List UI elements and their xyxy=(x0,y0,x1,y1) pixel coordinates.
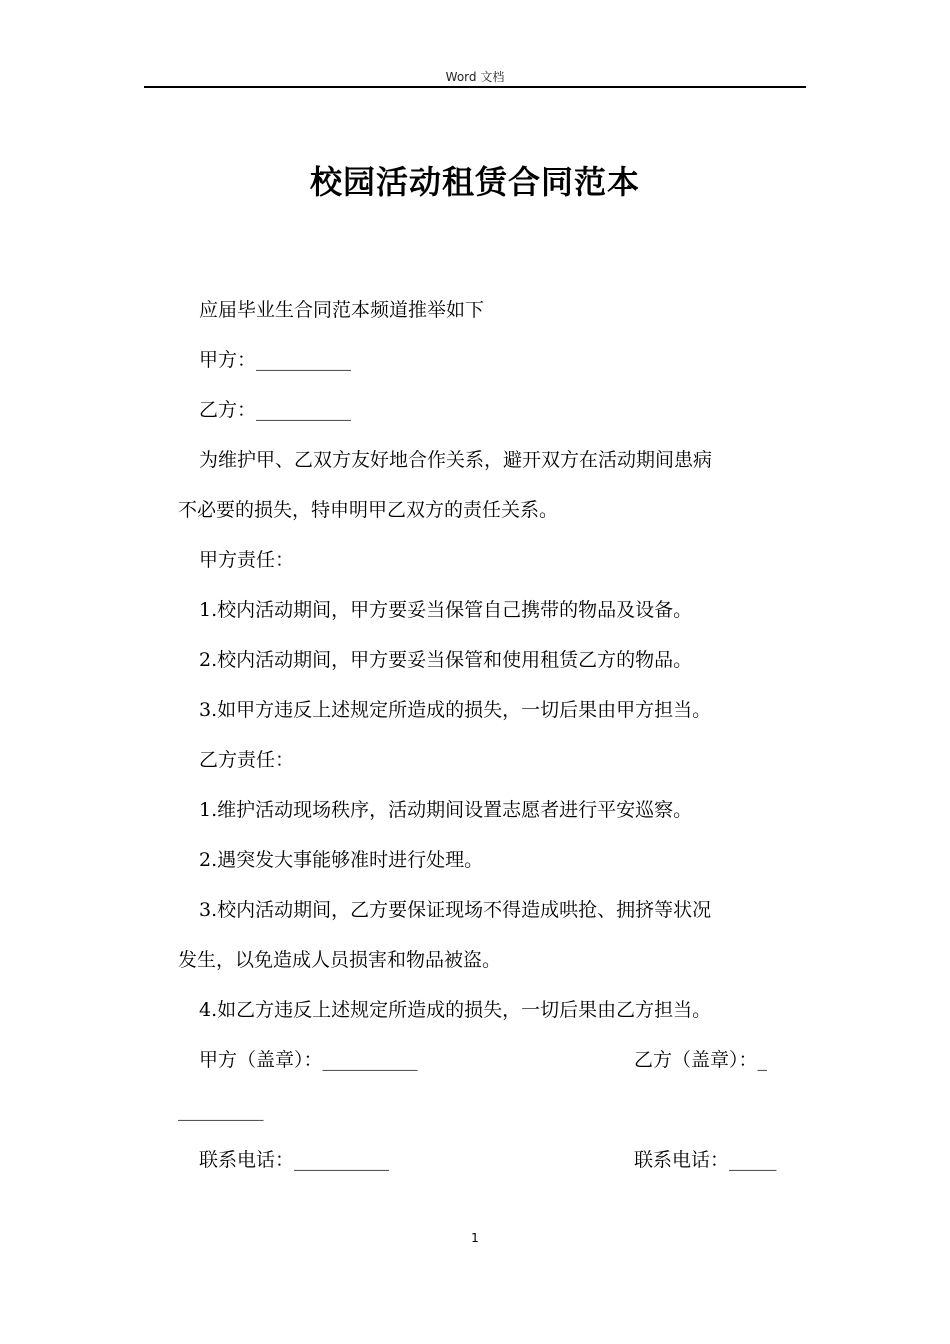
party-b-seal-continuation: _________ xyxy=(178,1099,264,1121)
party-a-line: 甲方：__________ xyxy=(199,349,352,371)
party-a-seal-line: 甲方（盖章）：__________ xyxy=(199,1049,418,1071)
party-b-item-3-line-1: 3.校内活动期间，乙方要保证现场不得造成哄抢、拥挤等状况 xyxy=(199,899,712,921)
party-b-responsibility-heading: 乙方责任： xyxy=(199,749,295,771)
document-title: 校园活动租赁合同范本 xyxy=(309,163,640,201)
intro-paragraph: 应届毕业生合同范本频道推举如下 xyxy=(199,299,485,321)
purpose-line-1: 为维护甲、乙双方友好地合作关系，避开双方在活动期间患病 xyxy=(199,449,713,471)
party-b-item-1: 1.维护活动现场秩序，活动期间设置志愿者进行平安巡察。 xyxy=(199,799,693,821)
page-number: 1 xyxy=(471,1231,479,1245)
party-b-line: 乙方：__________ xyxy=(199,399,352,421)
party-b-seal-line: 乙方（盖章）：_ xyxy=(634,1049,768,1071)
party-b-item-4: 4.如乙方违反上述规定所造成的损失，一切后果由乙方担当。 xyxy=(199,999,712,1021)
party-a-item-1: 1.校内活动期间，甲方要妥当保管自己携带的物品及设备。 xyxy=(199,599,693,621)
party-a-phone: 联系电话：__________ xyxy=(199,1149,390,1171)
party-a-responsibility-heading: 甲方责任： xyxy=(199,549,295,571)
page-header: Word 文档 xyxy=(445,70,505,84)
party-a-item-2: 2.校内活动期间，甲方要妥当保管和使用租赁乙方的物品。 xyxy=(199,649,693,671)
purpose-line-2: 不必要的损失，特申明甲乙双方的责任关系。 xyxy=(178,499,559,521)
header-divider xyxy=(144,86,806,88)
party-a-item-3: 3.如甲方违反上述规定所造成的损失，一切后果由甲方担当。 xyxy=(199,699,712,721)
party-b-item-3-line-2: 发生，以免造成人员损害和物品被盗。 xyxy=(178,949,502,971)
party-b-phone: 联系电话：_____ xyxy=(634,1149,777,1171)
party-b-item-2: 2.遇突发大事能够准时进行处理。 xyxy=(199,849,484,871)
